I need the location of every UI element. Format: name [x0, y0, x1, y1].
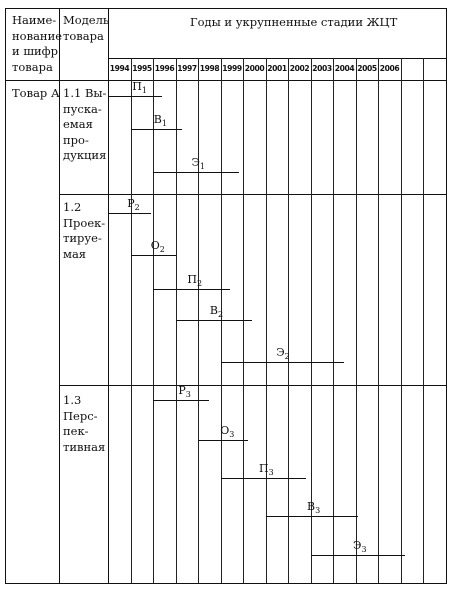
year-column-line — [153, 58, 154, 583]
year-label: 2004 — [334, 64, 355, 73]
year-column-line — [401, 58, 402, 583]
stage-label: $П_3$ — [258, 462, 274, 477]
model-1-label: 1.1 Вы- пускa- емая про- дукция — [63, 86, 107, 162]
stage-label: $П_1$ — [132, 80, 147, 95]
year-label: 1999 — [222, 64, 242, 73]
year-label: 1995 — [132, 64, 152, 73]
year-column-line — [288, 58, 289, 583]
model-2-bottom-border — [59, 385, 447, 386]
year-column-line — [423, 58, 424, 583]
product-name: Товар А — [12, 86, 60, 100]
year-column-line — [378, 58, 379, 583]
year-label: 2002 — [289, 64, 310, 73]
year-column-line — [131, 58, 132, 583]
year-label: 2005 — [357, 64, 377, 73]
stage-label: $Э_1$ — [191, 156, 205, 171]
header-stages-label: Годы и укрупненные стадии ЖЦТ — [190, 15, 398, 29]
table-bottom-border — [5, 583, 447, 584]
year-label: 1997 — [177, 64, 197, 73]
table-top-border — [5, 8, 447, 9]
stage-label: $Э_3$ — [353, 539, 367, 554]
year-row-top-border — [108, 58, 447, 59]
stage-label: $О_2$ — [150, 239, 165, 254]
model-1-bottom-border — [59, 194, 447, 195]
stage-label: $О_3$ — [220, 424, 235, 439]
year-column-line — [356, 58, 357, 583]
stage-label: $Р_2$ — [127, 197, 140, 212]
header-col2-label: Модель товара — [63, 13, 110, 43]
col2-right-border — [108, 8, 109, 583]
year-column-line — [266, 58, 267, 583]
table-right-border — [446, 8, 447, 583]
year-label: 2006 — [379, 64, 400, 73]
table-left-border — [5, 8, 6, 583]
stage-label: $В_3$ — [307, 500, 321, 515]
year-label: 1994 — [109, 64, 130, 73]
year-label: 1998 — [199, 64, 220, 73]
year-label: 1996 — [154, 64, 175, 73]
year-label: 2000 — [244, 64, 265, 73]
model-2-label: 1.2 Проек- тируе- мая — [63, 200, 106, 261]
header-bottom-border — [5, 80, 447, 81]
stage-label: $В_1$ — [153, 113, 167, 128]
header-col1-label: Наиме- нование и шифр товара — [12, 13, 63, 74]
stage-label: $П_2$ — [187, 273, 203, 288]
stage-label: $Р_3$ — [178, 384, 191, 399]
year-label: 2001 — [267, 64, 287, 73]
year-column-line — [333, 58, 334, 583]
stage-label: $Э_2$ — [276, 346, 290, 361]
stage-label: $В_2$ — [209, 304, 224, 319]
year-label: 2003 — [312, 64, 332, 73]
model-3-label: 1.3 Перс- пек- тивная — [63, 393, 106, 454]
